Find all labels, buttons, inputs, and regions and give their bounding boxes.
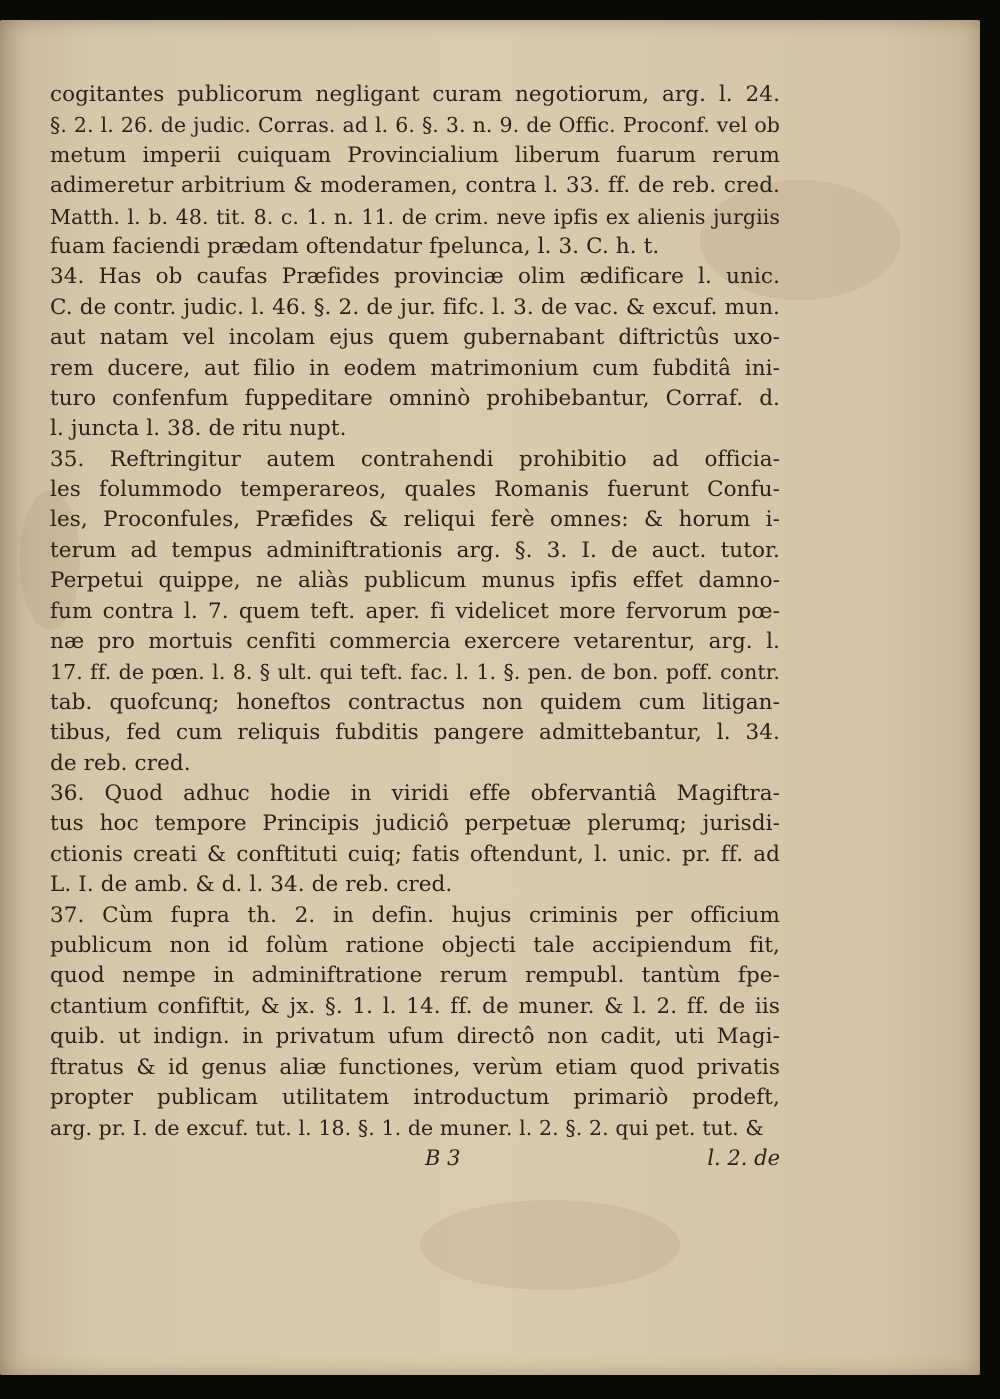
text-line: rem ducere, aut filio in eodem matrimonium cum fubditâ ini- [50,355,780,381]
text-line: les folummodo temperareos, quales Romanis fuerunt Confu- [50,477,780,503]
catchword: l. 2. de [707,1146,780,1170]
text-line: quod nempe in adminiftratione rerum rempubl. tantùm fpe- [50,963,780,989]
paper-stain [420,1200,680,1290]
signature-mark: B 3 [425,1146,461,1170]
text-line: L. I. de amb. & d. l. 34. de reb. cred. [50,872,453,898]
text-line: 37. Cùm fupra th. 2. in defin. hujus criminis per officium [50,902,780,928]
text-line: ctantium confiftit, & jx. §. 1. l. 14. ff. de muner. & l. 2. ff. de iis [50,993,780,1019]
text-line: C. de contr. judic. l. 46. §. 2. de jur. fifc. l. 3. de vac. & excuf. mun. [50,294,780,320]
text-line: tus hoc tempore Principis judiciô perpetuæ plerumq; jurisdi- [50,811,780,837]
text-line: 35. Reftringitur autem contrahendi prohibitio ad officia- [50,446,780,472]
text-line: tibus, fed cum reliquis fubditis pangere admittebantur, l. 34. [50,720,780,746]
text-line: fum contra l. 7. quem teft. aper. fi videlicet more fervorum pœ- [50,598,780,624]
text-line: 17. ff. de pœn. l. 8. § ult. qui teft. fac. l. 1. §. pen. de bon. poff. contr. [50,660,780,685]
text-line: Perpetui quippe, ne aliàs publicum munus ipfis effet damno- [50,568,780,594]
text-line: les, Proconfules, Præfides & reliqui ferè omnes: & horum i- [50,507,780,533]
text-line: adimeretur arbitrium & moderamen, contra l. 33. ff. de reb. cred. [50,173,780,199]
text-line: de reb. cred. [50,750,191,776]
text-line: ctionis creati & conftituti cuiq; fatis oftendunt, l. unic. pr. ff. ad [50,841,780,867]
text-line: tab. quofcunq; honeftos contractus non quidem cum litigan- [50,689,780,715]
text-line: Matth. l. b. 48. tit. 8. c. 1. n. 11. de crim. neve ipfis ex alienis jurgiis [50,204,780,229]
text-line: arg. pr. I. de excuf. tut. l. 18. §. 1. de muner. l. 2. §. 2. qui pet. tut. & [50,1116,764,1141]
text-line: l. juncta l. 38. de ritu nupt. [50,416,347,442]
body-text [50,80,780,1144]
text-line: terum ad tempus adminiftrationis arg. §. 3. I. de auct. tutor. [50,537,780,563]
text-line: turo confenfum fuppeditare omninò prohibebantur, Corraf. d. [50,385,780,411]
text-line: quib. ut indign. in privatum ufum directô non cadit, uti Magi- [50,1024,780,1050]
text-line: publicum non id folùm ratione objecti tale accipiendum fit, [50,932,780,958]
text-line: propter publicam utilitatem introductum primariò prodeft, [50,1084,780,1110]
text-line: aut natam vel incolam ejus quem gubernabant diftrictûs uxo- [50,325,780,351]
page-footer [50,1146,780,1176]
text-line: metum imperii cuiquam Provincialium liberum fuarum rerum [50,142,780,168]
text-line: 36. Quod adhuc hodie in viridi effe obfervantiâ Magiftra- [50,780,780,806]
text-line: næ pro mortuis cenfiti commercia exercere vetarentur, arg. l. [50,629,780,655]
text-line: ftratus & id genus aliæ functiones, verùm etiam quod privatis [50,1054,780,1080]
text-line: cogitantes publicorum negligant curam negotiorum, arg. l. 24. [50,82,780,107]
text-line: 34. Has ob caufas Præfides provinciæ olim ædificare l. unic. [50,264,780,290]
text-line: fuam faciendi prædam oftendatur fpelunca, l. 3. C. h. t. [50,233,660,259]
text-line: §. 2. l. 26. de judic. Corras. ad l. 6. §. 3. n. 9. de Offic. Proconf. vel ob [50,113,780,138]
